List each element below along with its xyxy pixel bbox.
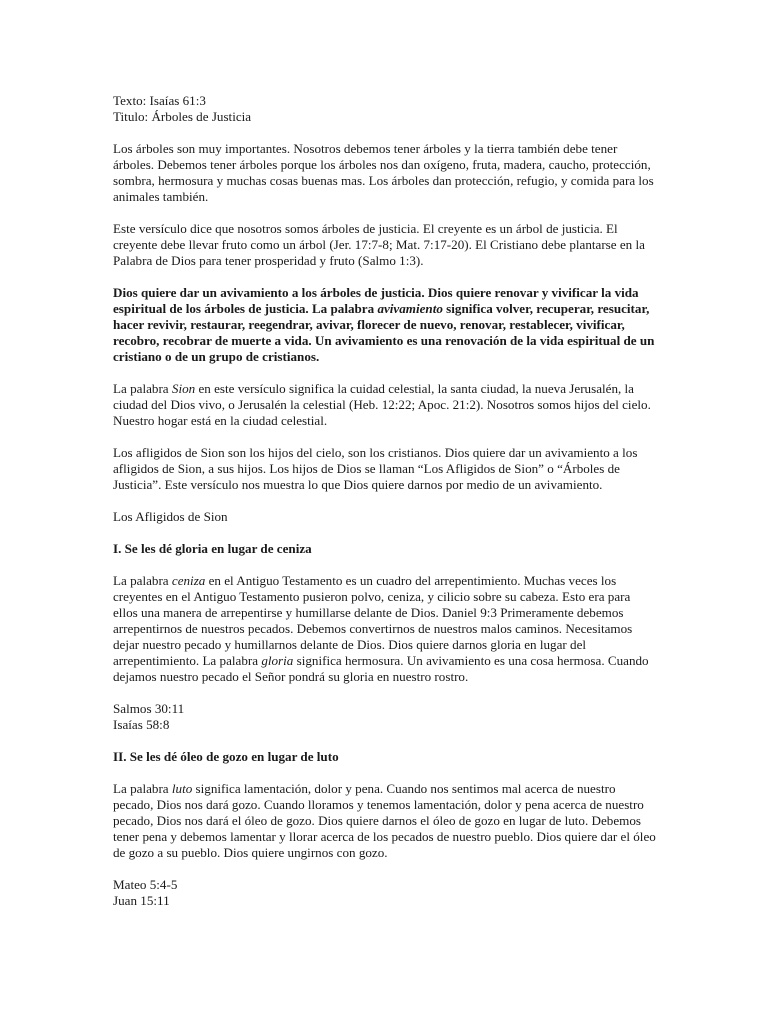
- section-1-emphasis-ceniza: ceniza: [171, 573, 206, 588]
- section-2-references: [113, 877, 658, 909]
- revival-text-b: significa volver, recuperar, resucitar, hacer revivir, restaurar, reegendrar, avivar, florecer de nuevo, renovar, restablecer, vivificar, recobro, recobrar de muerte a vida. Un avivamiento es una renovación de la vida espiritual de un cristiano o de un grupo de cristianos.: [113, 301, 655, 364]
- intro-paragraph-trees: Los árboles son muy importantes. Nosotros debemos tener árboles y la tierra también debe tener árboles. Debemos tener árboles porque los árboles nos dan oxígeno, fruta, madera, caucho, protección, sombra, hermosura y muchas cosas buenas mas. Los árboles dan protección, refugio, y comida para los animales también.: [113, 141, 654, 204]
- scripture-text-line: Texto: Isaías 61:3: [113, 93, 206, 108]
- sion-paragraph: [113, 381, 658, 429]
- revival-paragraph: [113, 285, 658, 365]
- section-2-emphasis-luto: luto: [171, 781, 193, 796]
- sion-emphasis: Sion: [171, 381, 196, 396]
- revival-emphasis: avivamiento: [377, 301, 443, 316]
- reference-line: Juan 15:11: [113, 893, 170, 908]
- reference-line: Salmos 30:11: [113, 701, 185, 716]
- section-2-text-b: significa lamentación, dolor y pena. Cuando nos sentimos mal acerca de nuestro pecado, Dios nos dará gozo. Cuando lloramos y tenemos lamentación, dolor y pena acerca de nuestro pecado, Dios nos dará el óleo de gozo. Dios quiere darnos el óleo de gozo en lugar de luto. Debemos tener pena y debemos lamentar y llorar acerca de los pecados de nuestro pueblo. Dios quiere dar el óleo de gozo a su pueblo. Dios quiere ungirnos con gozo.: [113, 781, 656, 860]
- reference-line: Mateo 5:4-5: [113, 877, 178, 892]
- section-2-body: [113, 781, 658, 861]
- section-1-references: [113, 701, 658, 733]
- intro-paragraph-verse: Este versículo dice que nosotros somos árboles de justicia. El creyente es un árbol de justicia. El creyente debe llevar fruto como un árbol (Jer. 17:7-8; Mat. 7:17-20). El Cristiano debe plantarse en la Palabra de Dios para tener prosperidad y fruto (Salmo 1:3).: [113, 221, 645, 268]
- section-1-text-c: significa hermosura. Un avivamiento es una cosa hermosa. Cuando dejamos nuestro pecado el Señor pondrá su gloria en nuestro rostro.: [113, 653, 649, 684]
- section-1-text-b: en el Antiguo Testamento es un cuadro del arrepentimiento. Muchas veces los creyentes en el Antiguo Testamento pusieron polvo, ceniza, y cilicio sobre su cabeza. Esto era para ellos una manera de arrepentirse y humillarse delante de Dios. Daniel 9:3 Primeramente debemos arrepentirnos de nuestros pecados. Debemos convertirnos de nuestros malos caminos. Necesitamos dejar nuestro pecado y humillarnos delante de Dios. Dios quiere darnos gloria en lugar del arrepentimiento. La palabra: [113, 573, 633, 668]
- section-2-text-a: La palabra: [113, 781, 172, 796]
- afflicted-subtitle: Los Afligidos de Sion: [113, 509, 228, 524]
- document-page: [113, 93, 658, 925]
- section-2-heading: II. Se les dé óleo de gozo en lugar de luto: [113, 749, 339, 764]
- section-1-body: [113, 573, 658, 685]
- revival-text-a: Dios quiere dar un avivamiento a los árboles de justicia. Dios quiere renovar y vivificar la vida espiritual de los árboles de justicia. La palabra: [113, 285, 639, 316]
- section-1-text-a: La palabra: [113, 573, 172, 588]
- reference-line: Isaías 58:8: [113, 717, 170, 732]
- sion-text-b: en este versículo significa la cuidad celestial, la santa ciudad, la nueva Jerusalén, la ciudad del Dios vivo, o Jerusalén la celestial (Heb. 12:22; Apoc. 21:2). Nosotros somos hijos del cielo. Nuestro hogar está en la ciudad celestial.: [113, 381, 651, 428]
- section-1-emphasis-gloria: gloria: [261, 653, 294, 668]
- afflicted-paragraph: Los afligidos de Sion son los hijos del cielo, son los cristianos. Dios quiere dar un avivamiento a los afligidos de Sion, a sus hijos. Los hijos de Dios se llaman “Los Afligidos de Sion” o “Árboles de Justicia”. Este versículo nos muestra lo que Dios quiere darnos por medio de un avivamiento.: [113, 445, 638, 492]
- section-1-heading: I. Se les dé gloria en lugar de ceniza: [113, 541, 312, 556]
- document-header: [113, 93, 658, 125]
- sion-text-a: La palabra: [113, 381, 172, 396]
- title-line: Titulo: Árboles de Justicia: [113, 109, 252, 124]
